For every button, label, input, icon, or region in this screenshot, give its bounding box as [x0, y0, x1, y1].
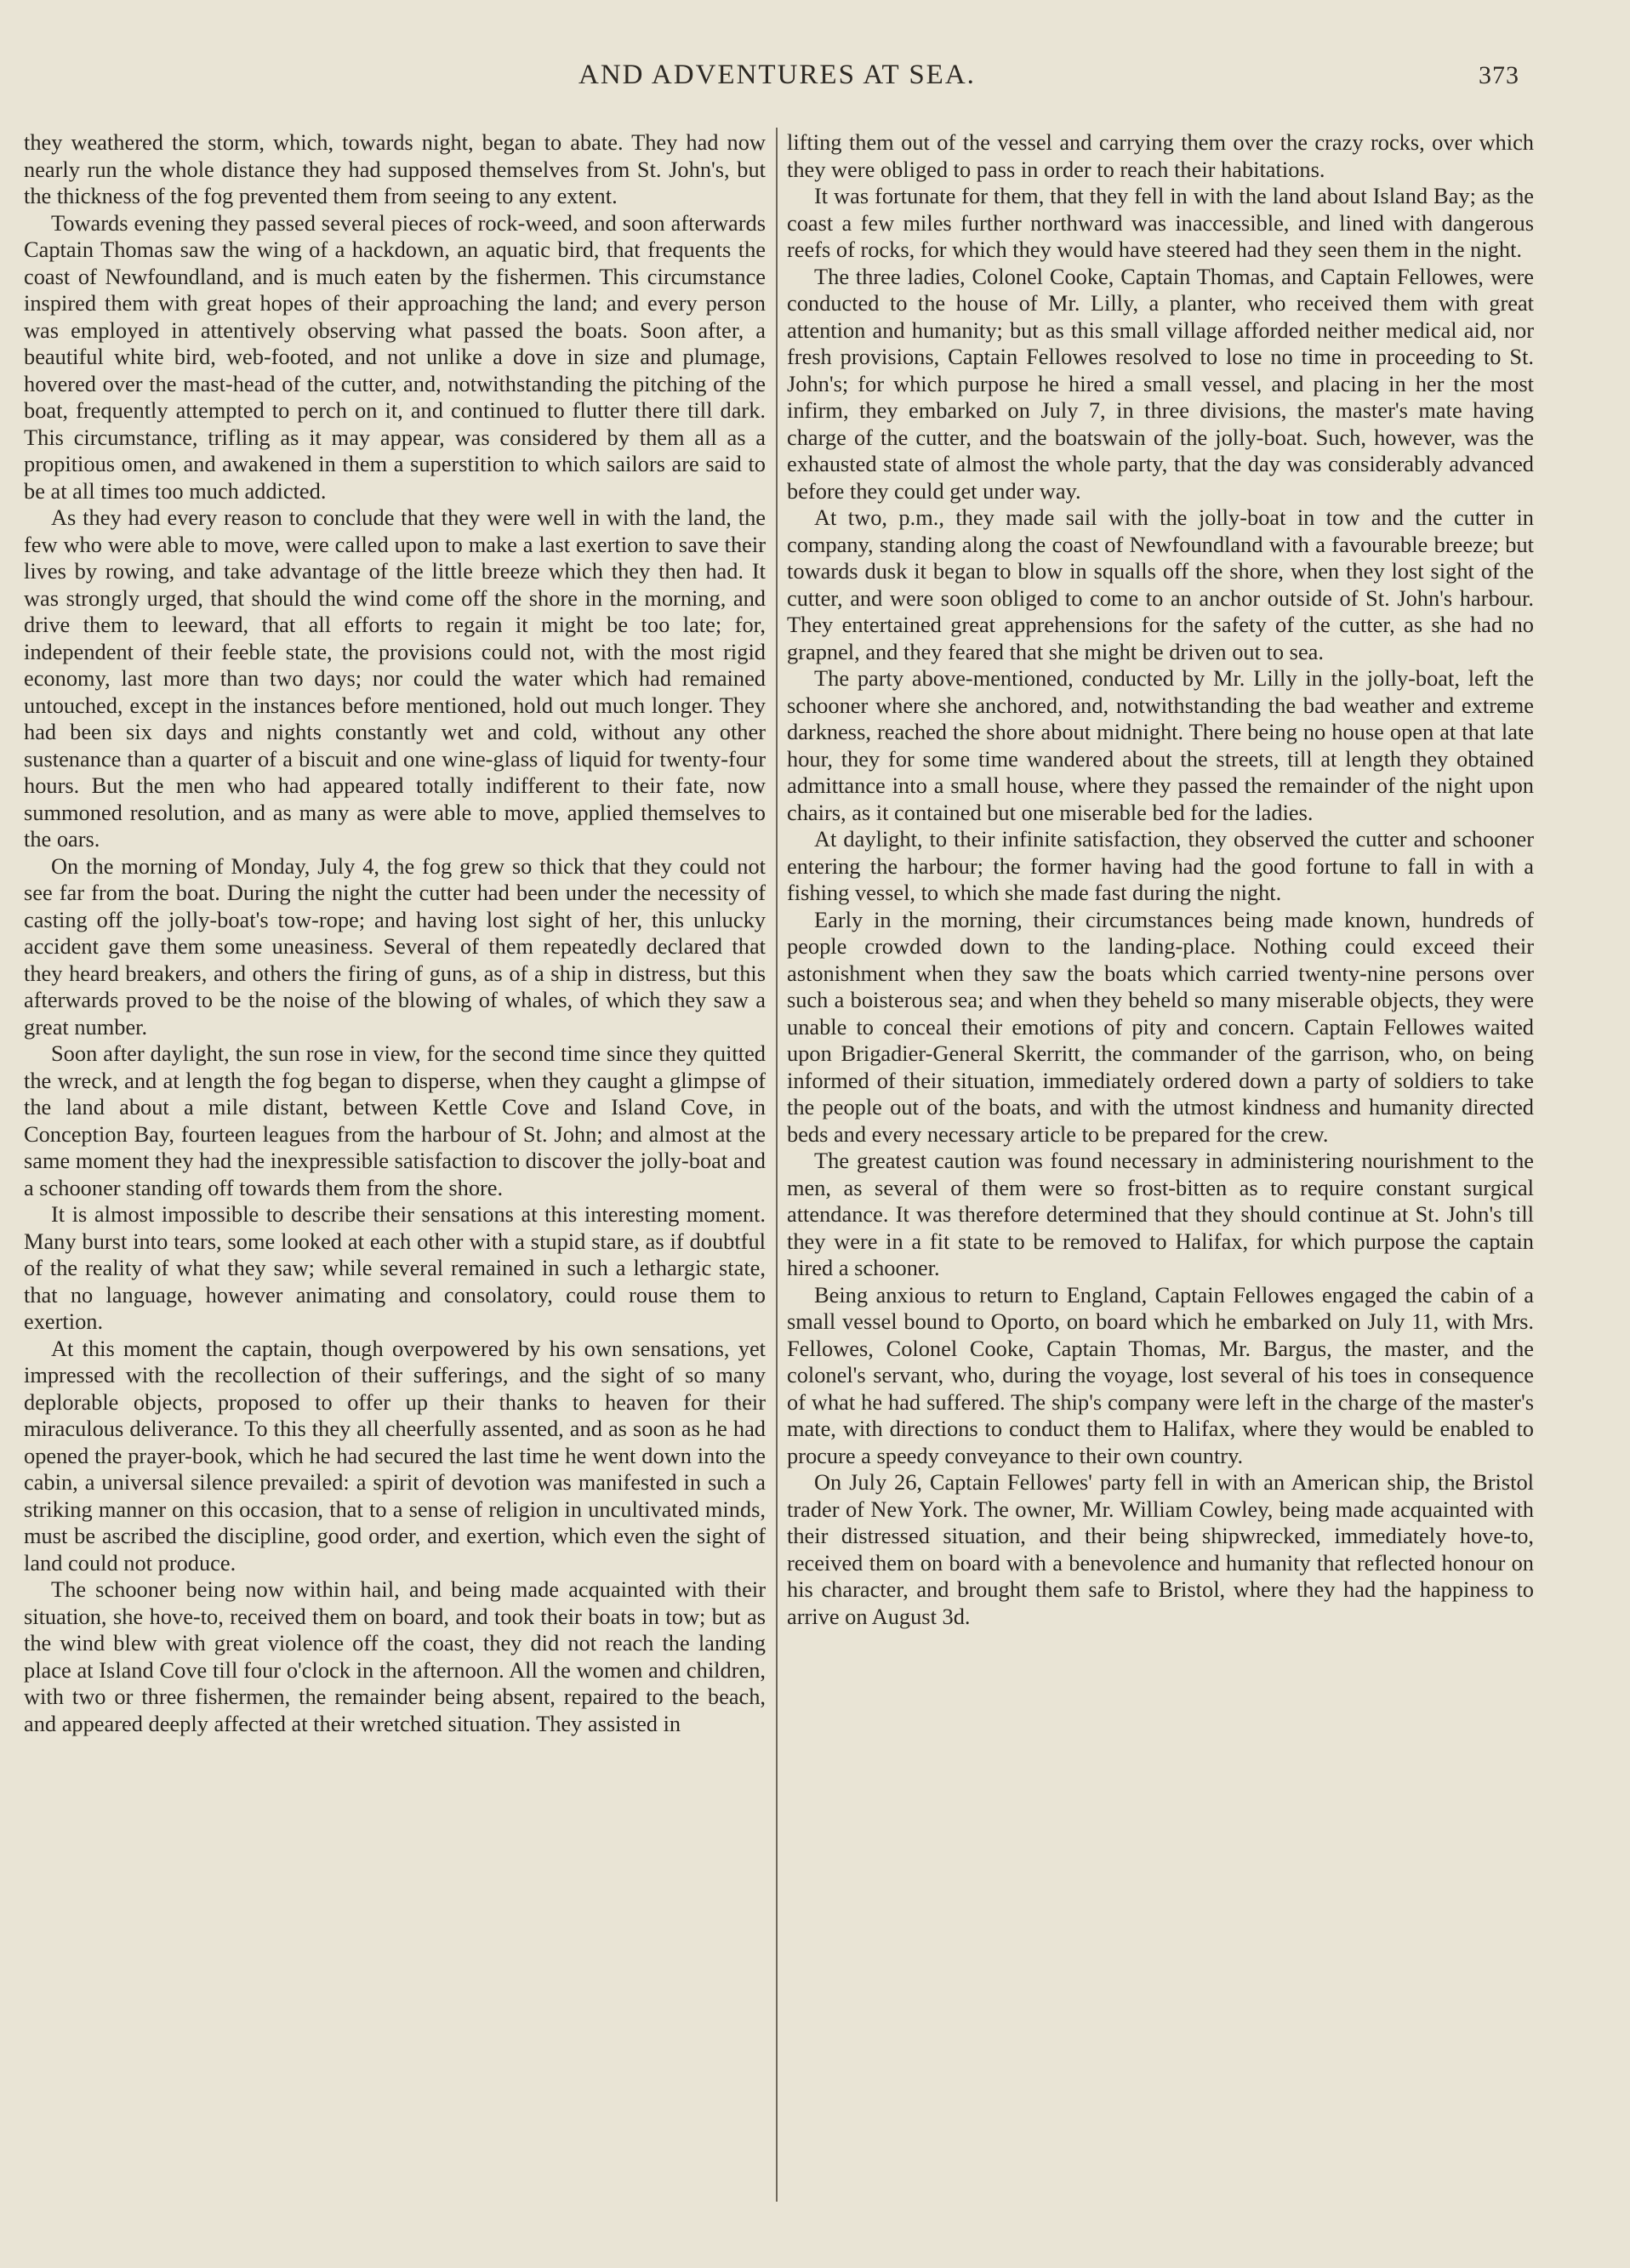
paragraph: On the morning of Monday, July 4, the fog grew so thick that they could not see far from the boat. During the night the cutter had been under the necessity of casting off the jolly-boat's tow-rope; and having lost sight of her, this unlucky accident gave them some uneasiness. Several of them repeatedly declared that they heard breakers, and others the firing of guns, as of a ship in distress, but this afterwards proved to be the noise of the blowing of whales, of which they saw a great number. [24, 852, 766, 1040]
paragraph: Being anxious to return to England, Captain Fellowes engaged the cabin of a small vessel bound to Oporto, on board which he embarked on July 11, with Mrs. Fellowes, Colonel Cooke, Captain Thomas, Mr. Bargus, the master, and the colonel's servant, who, during the voyage, lost several of his toes in consequence of what he had suffered. The ship's company were left in the charge of the master's mate, with directions to conduct them to Halifax, where they would be enabled to procure a speedy conveyance to their own country. [787, 1281, 1534, 1468]
column-divider [776, 128, 778, 2202]
running-head [0, 60, 1630, 111]
paragraph: Towards evening they passed several pieces of rock-weed, and soon afterwards Captain Thomas saw the wing of a hackdown, an aquatic bird, that frequents the coast of Newfoundland, and is much eaten by the fishermen. This circumstance inspired them with great hopes of their approaching the land; and every person was employed in attentively observing what passed the boats. Soon after, a beautiful white bird, web-footed, and not unlike a dove in size and plumage, hovered over the mast-head of the cutter, and, notwithstanding the pitching of the boat, frequently attempted to perch on it, and continued to flutter there till dark. This circumstance, trifling as it may appear, was considered by them all as a propitious omen, and awakened in them a superstition to which sailors are said to be at all times too much addicted. [24, 209, 766, 504]
paragraph: As they had every reason to conclude that they were well in with the land, the few who were able to move, were called upon to make a last exertion to save their lives by rowing, and take advantage of the little breeze which they then had. It was strongly urged, that should the wind come off the shore in the morning, and drive them to leeward, that all efforts to regain it might be too late; for, independent of their feeble state, the provisions could not, with the most rigid economy, last more than two days; nor could the water which had remained untouched, except in the instances before mentioned, hold out much longer. They had been six days and nights constantly wet and cold, without any other sustenance than a quarter of a biscuit and one wine-glass of liquid for twenty-four hours. But the men who had appeared totally indifferent to their fate, now summoned resolution, and as many as were able to move, applied themselves to the oars. [24, 504, 766, 852]
paragraph: It was fortunate for them, that they fell in with the land about Island Bay; as the coast a few miles further northward was inaccessible, and lined with dangerous reefs of rocks, for which they would have steered had they seen them in the night. [787, 183, 1534, 262]
running-title: AND ADVENTURES AT SEA. [578, 60, 976, 90]
paragraph: At daylight, to their infinite satisfaction, they observed the cutter and schooner entering the harbour; the former having had the good fortune to fall in with a fishing vessel, to which she made fast during the night. [787, 826, 1534, 905]
paragraph: At this moment the captain, though overpowered by his own sensations, yet impressed with the recollection of their sufferings, and the sight of so many deplorable objects, proposed to offer up their thanks to heaven for their miraculous deliverance. To this they all cheerfully assented, and as soon as he had opened the prayer-book, which he had secured the last time he went down into the cabin, a universal silence prevailed: a spirit of devotion was manifested in such a striking manner on this occasion, that to a sense of religion in uncultivated minds, must be ascribed the discipline, good order, and exertion, which even the sight of land could not produce. [24, 1335, 766, 1576]
page-number: 373 [1479, 61, 1519, 89]
paragraph: At two, p.m., they made sail with the jolly-boat in tow and the cutter in company, standing along the coast of Newfoundland with a favourable breeze; but towards dusk it began to blow in squalls off the shore, when they lost sight of the cutter, and were soon obliged to come to an anchor outside of St. John's harbour. They entertained great apprehensions for the safety of the cutter, as she had no grapnel, and they feared that she might be driven out to sea. [787, 504, 1534, 664]
paragraph: Soon after daylight, the sun rose in view, for the second time since they quitted the wreck, and at length the fog began to disperse, when they caught a glimpse of the land about a mile distant, between Kettle Cove and Island Cove, in Conception Bay, fourteen leagues from the harbour of St. John; and almost at the same moment they had the inexpressible satisfaction to discover the jolly-boat and a schooner standing off towards them from the shore. [24, 1040, 766, 1200]
paragraph: The greatest caution was found necessary in administering nourishment to the men, as several of them were so frost-bitten as to require constant surgical attendance. It was therefore determined that they should continue at St. John's till they were in a fit state to be removed to Halifax, for which purpose the captain hired a schooner. [787, 1148, 1534, 1280]
paragraph: On July 26, Captain Fellowes' party fell in with an American ship, the Bristol trader of New York. The owner, Mr. William Cowley, being made acquainted with their distressed situation, and their being shipwrecked, immediately hove-to, received them on board with a benevolence and humanity that reflected honour on his character, and brought them safe to Bristol, where they had the happiness to arrive on August 3d. [787, 1469, 1534, 1629]
paragraph: they weathered the storm, which, towards night, began to abate. They had now nearly run the whole distance they had supposed themselves from St. John's, but the thickness of the fog prevented them from seeing to any extent. [24, 129, 766, 208]
paragraph: Early in the morning, their circumstances being made known, hundreds of people crowded down to the landing-place. Nothing could exceed their astonishment when they saw the boats which carried twenty-nine persons over such a boisterous sea; and when they beheld so many miserable objects, they were unable to conceal their emotions of pity and concern. Captain Fellowes waited upon Brigadier-General Skerritt, the commander of the garrison, who, on being informed of their situation, immediately ordered down a party of soldiers to take the people out of the boats, and with the utmost kindness and humanity directed beds and every necessary article to be prepared for the crew. [787, 906, 1534, 1147]
paragraph: The party above-mentioned, conducted by Mr. Lilly in the jolly-boat, left the schooner where she anchored, and, notwithstanding the bad weather and extreme darkness, reached the shore about midnight. There being no house open at that late hour, they for some time wandered about the streets, till at length they obtained admittance into a small house, where they passed the remainder of the night upon chairs, as it contained but one miserable bed for the ladies. [787, 665, 1534, 825]
paragraph: lifting them out of the vessel and carrying them over the crazy rocks, over which they were obliged to pass in order to reach their habitations. [787, 129, 1534, 182]
paragraph: The three ladies, Colonel Cooke, Captain Thomas, and Captain Fellowes, were conducted to the house of Mr. Lilly, a planter, who received them with great attention and humanity; but as this small village afforded neither medical aid, nor fresh provisions, Captain Fellowes resolved to lose no time in proceeding to St. John's; for which purpose he hired a small vessel, and placing in her the most infirm, they embarked on July 7, in three divisions, the master's mate having charge of the cutter, and the boatswain of the jolly-boat. Such, however, was the exhausted state of almost the whole party, that the day was considerably advanced before they could get under way. [787, 263, 1534, 504]
paragraph: It is almost impossible to describe their sensations at this interesting moment. Many burst into tears, some looked at each other with a stupid stare, as if doubtful of the reality of what they saw; while several remained in such a lethargic state, that no language, however animating and consolatory, could rouse them to exertion. [24, 1201, 766, 1334]
paragraph: The schooner being now within hail, and being made acquainted with their situation, she hove-to, received them on board, and took their boats in tow; but as the wind blew with great violence off the coast, they did not reach the landing place at Island Cove till four o'clock in the afternoon. All the women and children, with two or three fishermen, the remainder being absent, repaired to the beach, and appeared deeply affected at their wretched situation. They assisted in [24, 1576, 766, 1736]
left-column [24, 129, 766, 2205]
right-column [787, 129, 1534, 2205]
